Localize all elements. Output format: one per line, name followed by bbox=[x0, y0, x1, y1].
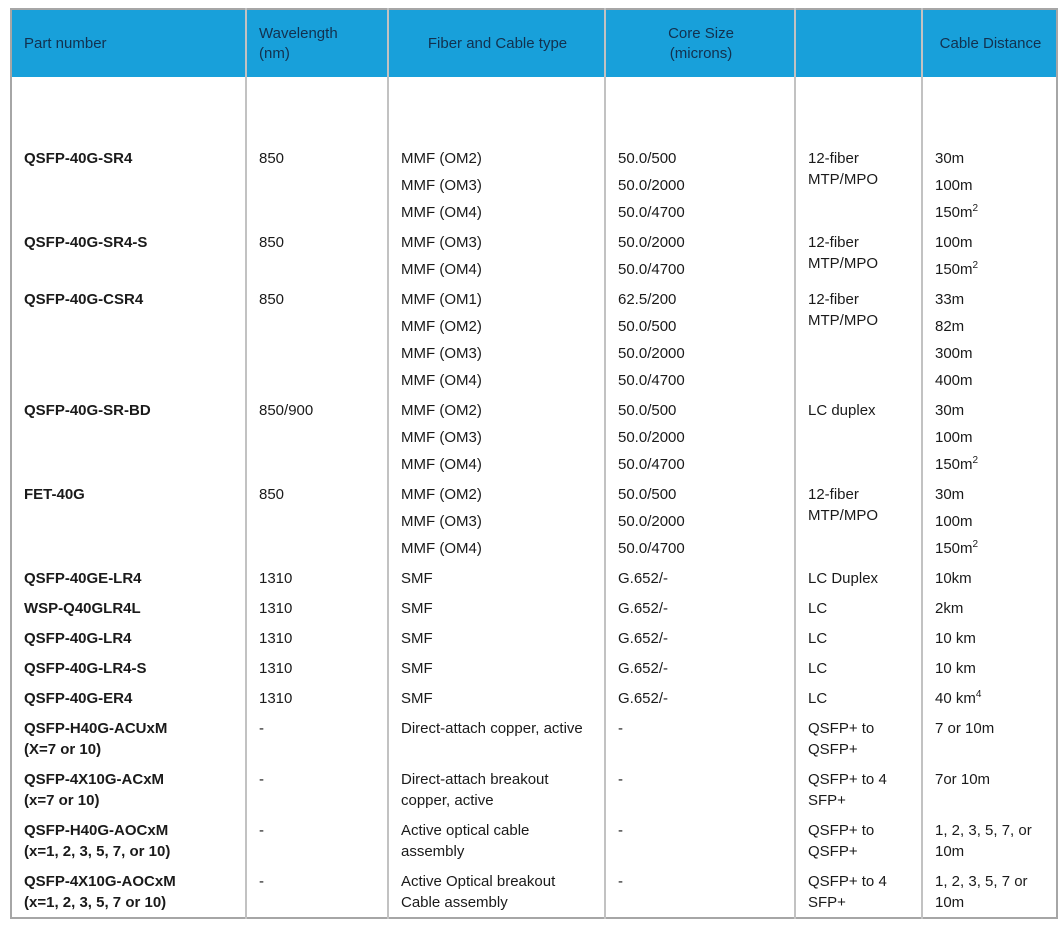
cell-line: QSFP-H40G-AOCxM bbox=[24, 822, 169, 839]
cell-line: MMF (OM4) bbox=[401, 261, 482, 278]
cell-line: 10 km bbox=[935, 660, 976, 677]
cell-line: QSFP-40G-LR4-S bbox=[24, 660, 147, 677]
header-row bbox=[11, 9, 1057, 77]
cell-line: - bbox=[259, 720, 264, 737]
cell-line: 50.0/4700 bbox=[618, 204, 685, 221]
cell-line: 50.0/2000 bbox=[618, 429, 685, 446]
table-row bbox=[11, 815, 1057, 866]
cell-line: SFP+ bbox=[808, 894, 846, 911]
cell-line: 50.0/4700 bbox=[618, 540, 685, 557]
cell-line: MTP/MPO bbox=[808, 171, 878, 188]
cell-distance bbox=[922, 623, 1057, 653]
footnote-superscript: 4 bbox=[975, 689, 982, 700]
cell-core bbox=[605, 764, 795, 815]
cell-core bbox=[605, 395, 795, 479]
cell-wavelength bbox=[246, 764, 388, 815]
cell-line: 850 bbox=[259, 150, 285, 167]
cell-part bbox=[11, 143, 246, 227]
cell-core bbox=[605, 653, 795, 683]
cell-core bbox=[605, 479, 795, 563]
cell-line: 12-fiber bbox=[808, 150, 859, 167]
column-header-label: Part number bbox=[24, 34, 107, 52]
transceiver-spec-table bbox=[10, 8, 1058, 919]
cell-line: (x=1, 2, 3, 5, 7 or 10) bbox=[24, 894, 167, 911]
cell-connector bbox=[795, 143, 922, 227]
cell-line: 1310 bbox=[259, 600, 293, 617]
footnote-superscript: 2 bbox=[972, 203, 979, 214]
cell-line: MMF (OM4) bbox=[401, 204, 482, 221]
table-body bbox=[11, 77, 1057, 918]
cell-line: QSFP+ to 4 bbox=[808, 873, 887, 890]
cell-line: LC bbox=[808, 630, 828, 647]
column-header-label: Cable Distance bbox=[939, 34, 1042, 52]
cell-line: 50.0/2000 bbox=[618, 513, 685, 530]
cell-line: MMF (OM2) bbox=[401, 150, 482, 167]
cell-line: QSFP-40G-LR4 bbox=[24, 630, 132, 647]
cell-line: 2km bbox=[935, 600, 964, 617]
cell-line: MMF (OM1) bbox=[401, 291, 482, 308]
cell-connector bbox=[795, 713, 922, 764]
column-header-wavelength bbox=[246, 9, 388, 77]
cell-line: QSFP-40G-ER4 bbox=[24, 690, 133, 707]
cell-line: 100m bbox=[935, 513, 973, 530]
cell-line: (x=7 or 10) bbox=[24, 792, 100, 809]
cell-line: LC Duplex bbox=[808, 570, 879, 587]
cell-part bbox=[11, 227, 246, 284]
cell-fiber bbox=[388, 227, 605, 284]
cell-line: QSFP+ bbox=[808, 843, 858, 860]
cell-distance bbox=[922, 683, 1057, 713]
cell-distance bbox=[922, 395, 1057, 479]
cell-wavelength bbox=[246, 653, 388, 683]
cell-line: MMF (OM4) bbox=[401, 456, 482, 473]
cell-line: - bbox=[259, 771, 264, 788]
cell-line: 850 bbox=[259, 291, 285, 308]
footnote-superscript: 2 bbox=[972, 539, 979, 550]
table-row bbox=[11, 563, 1057, 593]
cell-part bbox=[11, 815, 246, 866]
cell-line: $150m^2$ bbox=[935, 455, 979, 473]
cell-wavelength bbox=[246, 143, 388, 227]
cell-wavelength bbox=[246, 593, 388, 623]
column-header-label: Core Size bbox=[668, 24, 734, 42]
cell-line: 100m bbox=[935, 429, 973, 446]
cell-line: Direct-attach copper, active bbox=[401, 720, 583, 737]
cell-wavelength bbox=[246, 227, 388, 284]
cell-line: MMF (OM3) bbox=[401, 234, 482, 251]
cell-line: QSFP+ to bbox=[808, 822, 875, 839]
cell-connector bbox=[795, 653, 922, 683]
column-header-label: Wavelength bbox=[259, 24, 338, 42]
cell-line: 30m bbox=[935, 486, 965, 503]
cell-part bbox=[11, 479, 246, 563]
footnote-superscript: 2 bbox=[972, 455, 979, 466]
cell-wavelength bbox=[246, 284, 388, 395]
cell-line: 62.5/200 bbox=[618, 291, 677, 308]
cell-part bbox=[11, 395, 246, 479]
cell-core bbox=[605, 683, 795, 713]
cell-distance bbox=[922, 653, 1057, 683]
table-row bbox=[11, 593, 1057, 623]
cell-distance bbox=[922, 563, 1057, 593]
cell-line: - bbox=[618, 822, 623, 839]
cell-distance bbox=[922, 764, 1057, 815]
cell-line: 30m bbox=[935, 150, 965, 167]
cell-fiber bbox=[388, 713, 605, 764]
cell-connector bbox=[795, 866, 922, 918]
cell-line: assembly bbox=[401, 843, 465, 860]
cell-line: copper, active bbox=[401, 792, 494, 809]
cell-line: LC bbox=[808, 660, 828, 677]
cell-line: - bbox=[618, 720, 623, 737]
cell-core bbox=[605, 866, 795, 918]
cell-distance bbox=[922, 227, 1057, 284]
cell-line: MMF (OM3) bbox=[401, 177, 482, 194]
cell-line: 7 or 10m bbox=[935, 720, 995, 737]
cell-connector bbox=[795, 284, 922, 395]
footnote-superscript: 2 bbox=[972, 260, 979, 271]
cell-wavelength bbox=[246, 713, 388, 764]
cell-line: MTP/MPO bbox=[808, 255, 878, 272]
cell-line: (x=1, 2, 3, 5, 7, or 10) bbox=[24, 843, 171, 860]
cell-part bbox=[11, 563, 246, 593]
cell-line: 30m bbox=[935, 402, 965, 419]
cell-line: - bbox=[618, 771, 623, 788]
cell-core bbox=[605, 713, 795, 764]
spacer-row bbox=[11, 77, 1057, 143]
table-row bbox=[11, 284, 1057, 395]
table-row bbox=[11, 866, 1057, 918]
cell-line: MMF (OM4) bbox=[401, 372, 482, 389]
cell-line: SMF bbox=[401, 630, 433, 647]
cell-part bbox=[11, 713, 246, 764]
cell-core bbox=[605, 623, 795, 653]
cell-fiber bbox=[388, 866, 605, 918]
cell-line: QSFP-4X10G-ACxM bbox=[24, 771, 165, 788]
cell-connector bbox=[795, 563, 922, 593]
table-row bbox=[11, 395, 1057, 479]
cell-line: SMF bbox=[401, 660, 433, 677]
cell-line: 10km bbox=[935, 570, 972, 587]
cell-line: SMF bbox=[401, 570, 433, 587]
cell-fiber bbox=[388, 593, 605, 623]
cell-core bbox=[605, 143, 795, 227]
cell-line: QSFP+ to bbox=[808, 720, 875, 737]
cell-line: 50.0/2000 bbox=[618, 234, 685, 251]
column-header-connector bbox=[795, 9, 922, 77]
cell-line: QSFP-40G-SR4-S bbox=[24, 234, 148, 251]
cell-fiber bbox=[388, 653, 605, 683]
cell-part bbox=[11, 866, 246, 918]
cell-part bbox=[11, 593, 246, 623]
cell-line: MMF (OM3) bbox=[401, 429, 482, 446]
column-header-part bbox=[11, 9, 246, 77]
cell-line: 1310 bbox=[259, 630, 293, 647]
cell-connector bbox=[795, 395, 922, 479]
cell-line: MTP/MPO bbox=[808, 507, 878, 524]
cell-line: G.652/- bbox=[618, 570, 669, 587]
table-row bbox=[11, 227, 1057, 284]
table-row bbox=[11, 683, 1057, 713]
cell-line: G.652/- bbox=[618, 660, 669, 677]
cell-distance bbox=[922, 815, 1057, 866]
cell-line: LC bbox=[808, 690, 828, 707]
cell-line: 10m bbox=[935, 894, 965, 911]
cell-connector bbox=[795, 683, 922, 713]
cell-wavelength bbox=[246, 683, 388, 713]
column-header-core bbox=[605, 9, 795, 77]
cell-line: MMF (OM2) bbox=[401, 486, 482, 503]
cell-line: 7or 10m bbox=[935, 771, 991, 788]
cell-line: $150m^2$ bbox=[935, 539, 979, 557]
cell-line: FET-40G bbox=[24, 486, 85, 503]
cell-wavelength bbox=[246, 479, 388, 563]
cell-fiber bbox=[388, 395, 605, 479]
table-row bbox=[11, 143, 1057, 227]
cell-line: 50.0/4700 bbox=[618, 261, 685, 278]
cell-line: 10m bbox=[935, 843, 965, 860]
cell-line: SFP+ bbox=[808, 792, 846, 809]
cell-line: MTP/MPO bbox=[808, 312, 878, 329]
cell-fiber bbox=[388, 284, 605, 395]
cell-fiber bbox=[388, 479, 605, 563]
cell-line: - bbox=[259, 873, 264, 890]
cell-line: MMF (OM3) bbox=[401, 513, 482, 530]
cell-connector bbox=[795, 815, 922, 866]
cell-fiber bbox=[388, 683, 605, 713]
cell-line: WSP-Q40GLR4L bbox=[24, 600, 141, 617]
cell-line: MMF (OM3) bbox=[401, 345, 482, 362]
cell-line: QSFP-40G-SR-BD bbox=[24, 402, 151, 419]
cell-line: 1310 bbox=[259, 570, 293, 587]
cell-line: QSFP+ bbox=[808, 741, 858, 758]
table-row bbox=[11, 764, 1057, 815]
cell-part bbox=[11, 284, 246, 395]
cell-connector bbox=[795, 593, 922, 623]
cell-line: MMF (OM2) bbox=[401, 318, 482, 335]
cell-core bbox=[605, 227, 795, 284]
cell-distance bbox=[922, 479, 1057, 563]
cell-line: Active optical cable bbox=[401, 822, 530, 839]
cell-line: LC duplex bbox=[808, 402, 876, 419]
cell-line: $150m^2$ bbox=[935, 203, 979, 221]
cell-distance bbox=[922, 143, 1057, 227]
cell-core bbox=[605, 593, 795, 623]
table-row bbox=[11, 653, 1057, 683]
cell-line: SMF bbox=[401, 600, 433, 617]
cell-line: 50.0/500 bbox=[618, 318, 677, 335]
cell-line: 50.0/2000 bbox=[618, 177, 685, 194]
cell-line: 50.0/2000 bbox=[618, 345, 685, 362]
cell-line: QSFP+ to 4 bbox=[808, 771, 887, 788]
cell-line: - bbox=[618, 873, 623, 890]
column-header-label: (nm) bbox=[259, 44, 290, 62]
cell-part bbox=[11, 653, 246, 683]
column-header-label: Fiber and Cable type bbox=[427, 34, 568, 52]
cell-core bbox=[605, 563, 795, 593]
cell-line: 10 km bbox=[935, 630, 976, 647]
cell-line: 1, 2, 3, 5, 7 or bbox=[935, 873, 1028, 890]
cell-line: 50.0/4700 bbox=[618, 372, 685, 389]
cell-part bbox=[11, 764, 246, 815]
cell-line: Active Optical breakout bbox=[401, 873, 556, 890]
cell-fiber bbox=[388, 623, 605, 653]
cell-line: 50.0/500 bbox=[618, 486, 677, 503]
column-header-label: (microns) bbox=[669, 44, 733, 62]
cell-distance bbox=[922, 593, 1057, 623]
cell-line: 300m bbox=[935, 345, 973, 362]
cell-line: MMF (OM2) bbox=[401, 402, 482, 419]
cell-core bbox=[605, 815, 795, 866]
cell-line: 850/900 bbox=[259, 402, 314, 419]
cell-fiber bbox=[388, 563, 605, 593]
table-header bbox=[11, 9, 1057, 77]
cell-line: G.652/- bbox=[618, 690, 669, 707]
cell-line: Direct-attach breakout bbox=[401, 771, 549, 788]
cell-line: QSFP-40G-SR4 bbox=[24, 150, 133, 167]
cell-line: 40 $km^4$ bbox=[935, 689, 982, 707]
cell-line: 12-fiber bbox=[808, 486, 859, 503]
column-header-fiber bbox=[388, 9, 605, 77]
cell-wavelength bbox=[246, 563, 388, 593]
cell-line: QSFP-H40G-ACUxM bbox=[24, 720, 168, 737]
cell-line: - bbox=[259, 822, 264, 839]
cell-line: 12-fiber bbox=[808, 234, 859, 251]
cell-fiber bbox=[388, 815, 605, 866]
cell-distance bbox=[922, 713, 1057, 764]
cell-part bbox=[11, 683, 246, 713]
cell-line: 850 bbox=[259, 486, 285, 503]
table-row bbox=[11, 623, 1057, 653]
cell-fiber bbox=[388, 143, 605, 227]
table-row bbox=[11, 479, 1057, 563]
cell-line: 50.0/4700 bbox=[618, 456, 685, 473]
cell-connector bbox=[795, 623, 922, 653]
cell-line: 100m bbox=[935, 234, 973, 251]
cell-line: G.652/- bbox=[618, 630, 669, 647]
cell-line: 1310 bbox=[259, 660, 293, 677]
cell-wavelength bbox=[246, 395, 388, 479]
cell-line: QSFP-40G-CSR4 bbox=[24, 291, 144, 308]
cell-distance bbox=[922, 866, 1057, 918]
cell-connector bbox=[795, 227, 922, 284]
cell-line: (X=7 or 10) bbox=[24, 741, 102, 758]
cell-fiber bbox=[388, 764, 605, 815]
table-row bbox=[11, 713, 1057, 764]
cell-line: 33m bbox=[935, 291, 965, 308]
cell-distance bbox=[922, 284, 1057, 395]
cell-line: LC bbox=[808, 600, 828, 617]
cell-part bbox=[11, 623, 246, 653]
cell-connector bbox=[795, 764, 922, 815]
cell-line: 1, 2, 3, 5, 7, or bbox=[935, 822, 1032, 839]
cell-line: Cable assembly bbox=[401, 894, 508, 911]
cell-line: 12-fiber bbox=[808, 291, 859, 308]
cell-line: QSFP-4X10G-AOCxM bbox=[24, 873, 176, 890]
cell-line: SMF bbox=[401, 690, 433, 707]
cell-core bbox=[605, 284, 795, 395]
cell-line: 50.0/500 bbox=[618, 150, 677, 167]
cell-line: 100m bbox=[935, 177, 973, 194]
cell-line: 400m bbox=[935, 372, 973, 389]
column-header-distance bbox=[922, 9, 1057, 77]
cell-wavelength bbox=[246, 866, 388, 918]
cell-line: G.652/- bbox=[618, 600, 669, 617]
cell-wavelength bbox=[246, 815, 388, 866]
cell-line: 850 bbox=[259, 234, 285, 251]
cell-line: MMF (OM4) bbox=[401, 540, 482, 557]
cell-line: 50.0/500 bbox=[618, 402, 677, 419]
cell-line: $150m^2$ bbox=[935, 260, 979, 278]
cell-line: QSFP-40GE-LR4 bbox=[24, 570, 142, 587]
cell-line: 1310 bbox=[259, 690, 293, 707]
cell-wavelength bbox=[246, 623, 388, 653]
cell-connector bbox=[795, 479, 922, 563]
cell-line: 82m bbox=[935, 318, 965, 335]
